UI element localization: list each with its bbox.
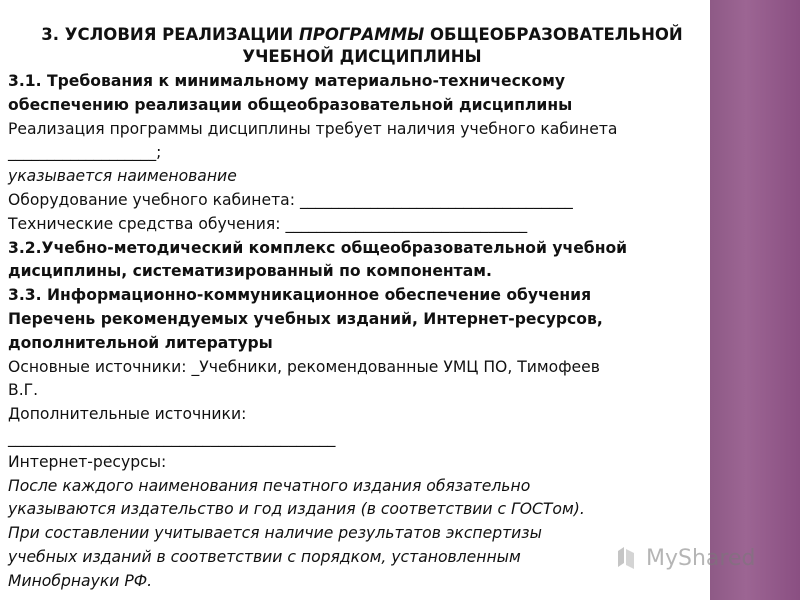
text-line: Минобрнауки РФ. (8, 571, 153, 590)
text-line: Технические средства обучения: _______________________________ (8, 214, 528, 233)
text-line: ___________________; (8, 143, 162, 162)
title-prefix: 3. УСЛОВИЯ РЕАЛИЗАЦИИ (41, 25, 299, 44)
text-line: Реализация программы дисциплины требует наличия учебного кабинета (8, 119, 618, 138)
text-line: 3.3. Информационно-коммуникационное обеспечение обучения (8, 286, 592, 305)
title-italic-word: ПРОГРАММЫ (298, 25, 425, 44)
title-line-2: УЧЕБНОЙ ДИСЦИПЛИНЫ (242, 47, 482, 66)
text-line: 3.2.Учебно-методический комплекс общеобразовательной учебной (8, 238, 628, 257)
watermark-text: MyShared (646, 545, 756, 571)
text-line: В.Г. (8, 381, 39, 400)
myshared-logo-icon (612, 543, 642, 573)
text-line: дополнительной литературы (8, 333, 273, 352)
text-line: 3.1. Требования к минимальному материально-техническому (8, 72, 566, 90)
title-line-1 (16, 24, 708, 46)
text-line: __________________________________________ (8, 428, 336, 447)
text-line: указываются издательство и год издания (в соответствии с ГОСТом). (8, 500, 585, 519)
text-line: При составлении учитывается наличие результатов экспертизы (8, 524, 542, 543)
title-suffix: ОБЩЕОБРАЗОВАТЕЛЬНОЙ (424, 25, 683, 44)
text-lines (8, 70, 708, 594)
section-title (8, 24, 708, 68)
decorative-side-bar (710, 0, 800, 600)
text-line: учебных изданий в соответствии с порядком, установленным (8, 547, 521, 566)
text-line: Интернет-ресурсы: (8, 452, 167, 471)
watermark (612, 538, 755, 578)
text-line: Оборудование учебного кабинета: ___________________________________ (8, 190, 573, 209)
text-line: Дополнительные источники: (8, 405, 247, 424)
text-line: обеспечению реализации общеобразовательной дисциплины (8, 95, 573, 114)
document-content (8, 24, 708, 594)
text-line: После каждого наименования печатного издания обязательно (8, 476, 531, 495)
text-line: Основные источники: _Учебники, рекомендованные УМЦ ПО, Тимофеев (8, 357, 600, 376)
text-line: дисциплины, систематизированный по компонентам. (8, 262, 492, 281)
text-line: Перечень рекомендуемых учебных изданий, Интернет-ресурсов, (8, 309, 603, 328)
text-line: указывается наименование (8, 167, 237, 186)
